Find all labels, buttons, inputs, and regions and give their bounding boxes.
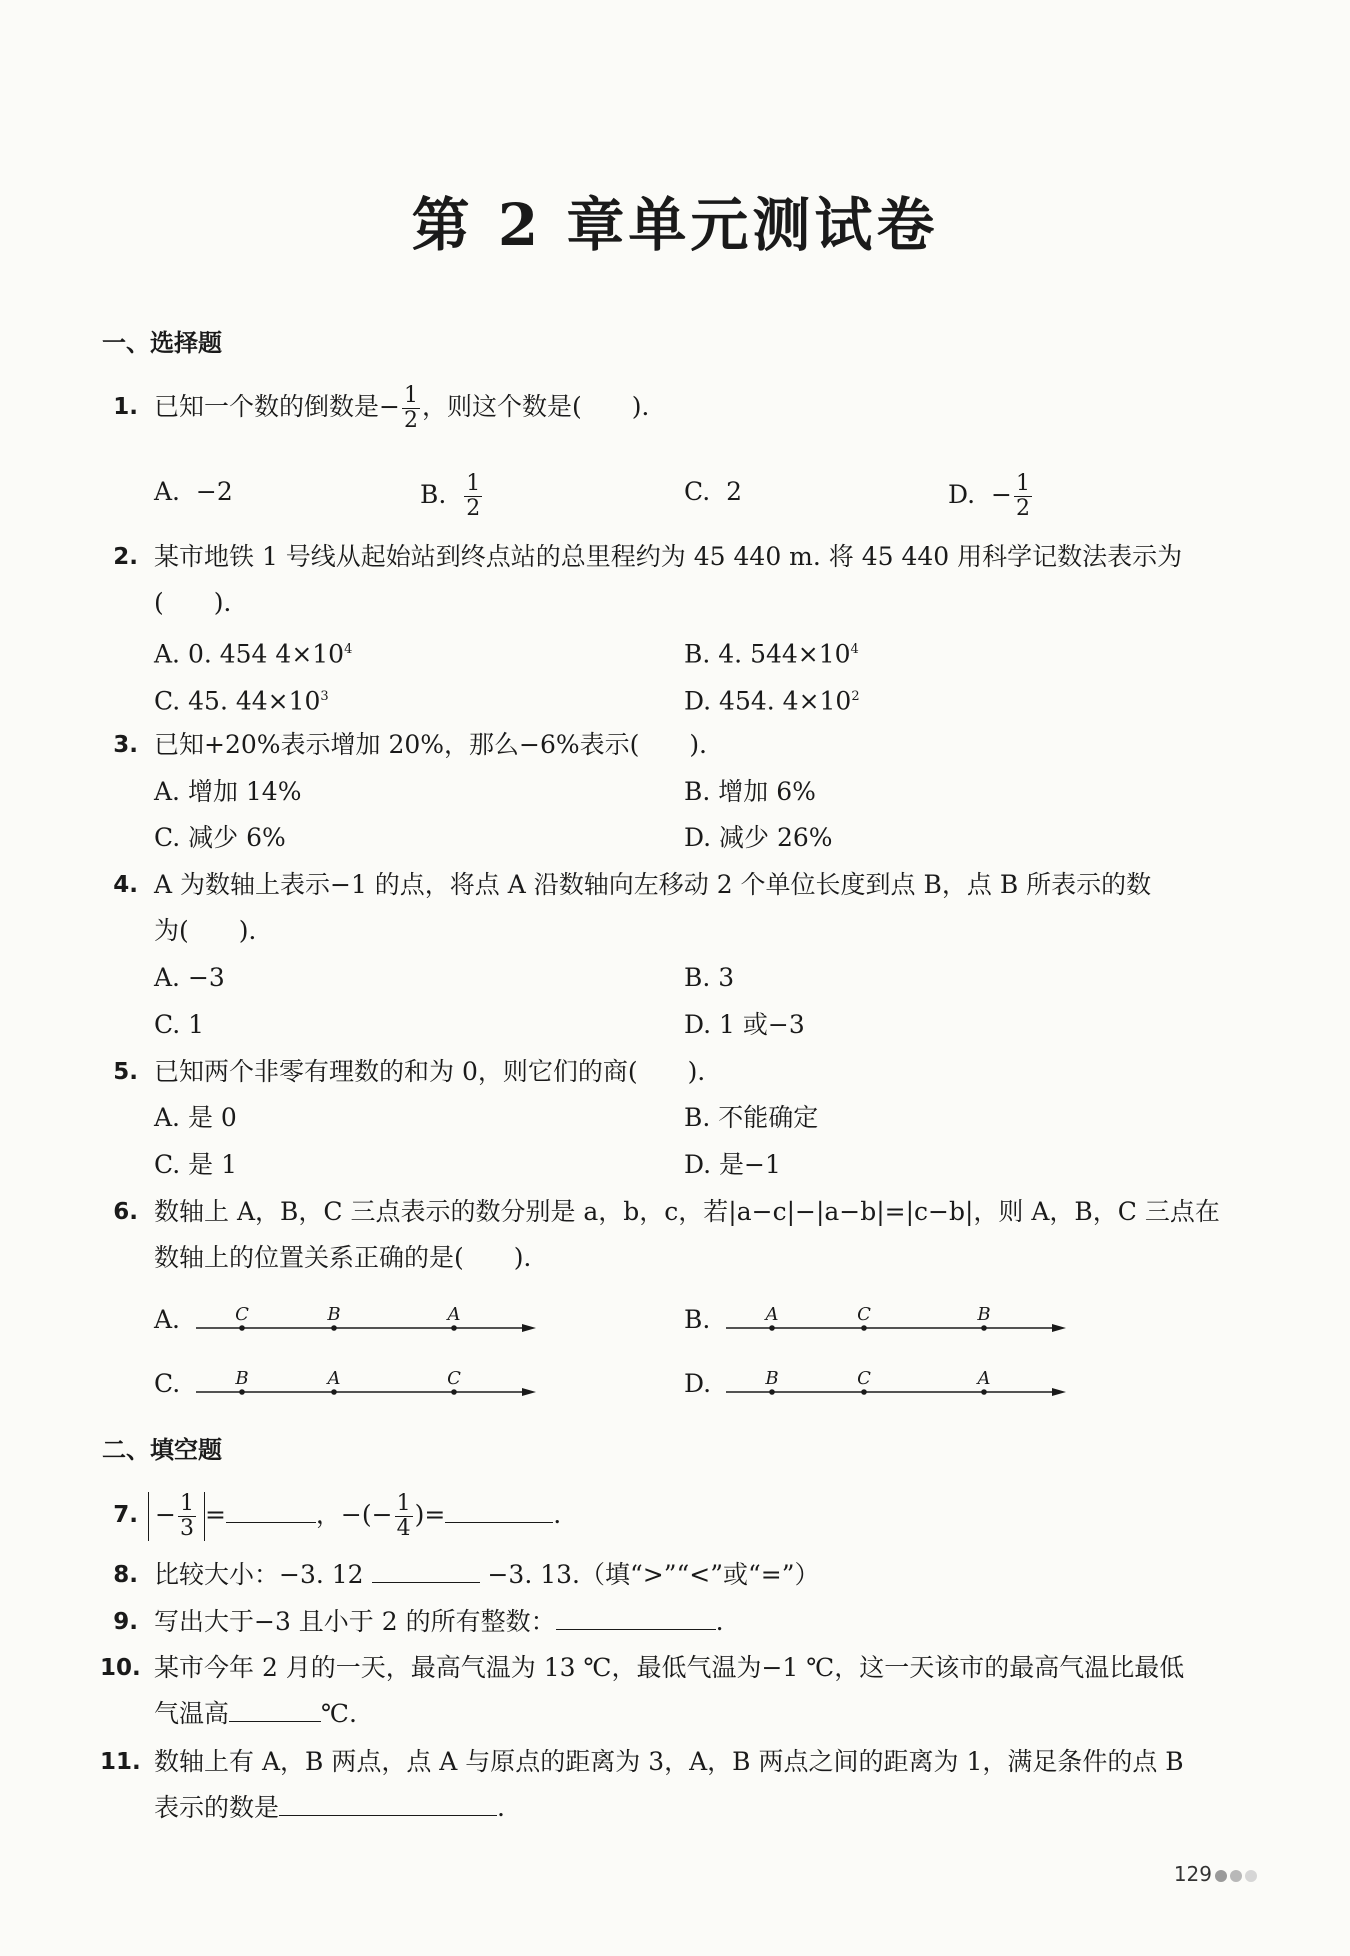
q3-option-c: C. 减少 6% [154, 823, 286, 852]
question-number: 9. [113, 1609, 138, 1635]
question-9 [100, 1599, 1240, 1645]
question-10 [100, 1645, 1240, 1737]
q5-option-c: C. 是 1 [154, 1150, 237, 1179]
question-number: 2. [113, 544, 138, 570]
point-label-C: C [857, 1368, 871, 1389]
point-C [239, 1325, 245, 1331]
point-label-C: C [857, 1304, 871, 1325]
q3-option-d: D. 减少 26% [684, 823, 833, 852]
point-label-B: B [765, 1368, 779, 1389]
question-text: 已知+20%表示增加 20%，那么−6%表示( )． [154, 730, 725, 759]
fraction: $\frac{1}{2}$ [403, 383, 418, 433]
question-text: 某市今年 2 月的一天，最高气温为 13 ℃，最低气温为−1 ℃，这一天该市的最高气温比最低 气温高 ℃. [154, 1653, 1185, 1728]
point-label-A: A [447, 1304, 461, 1325]
point-label-A: A [765, 1304, 779, 1325]
question-text: − $\frac{1}{3}$ = ，−(− $\frac{1}{4}$ )= . [148, 1490, 1240, 1541]
point-A [451, 1325, 457, 1331]
q5-option-d: D. 是−1 [684, 1150, 781, 1179]
page-title: 第 2 章单元测试卷 [411, 191, 939, 259]
question-1 [100, 384, 1240, 433]
question-number: 11. [100, 1749, 141, 1775]
q6-option-b-number-line [722, 1300, 1072, 1340]
question-text: 写出大于−3 且小于 2 的所有整数： . [154, 1607, 724, 1636]
q6-option-c-number-line [192, 1364, 542, 1404]
question-text: 已知两个非零有理数的和为 0，则它们的商( )． [154, 1057, 723, 1086]
point-label-A: A [977, 1368, 991, 1389]
point-C [861, 1389, 867, 1395]
q2-option-c: C. 45. $44\times 10^3$ [154, 686, 329, 716]
point-label-B: B [977, 1304, 991, 1325]
question-number: 1. [113, 394, 138, 420]
question-text: 数轴上有 A，B 两点，点 A 与原点的距离为 3，A，B 两点之间的距离为 1，满足条件的点 B 表示的数是 . [154, 1747, 1184, 1822]
arrow-icon [1052, 1388, 1066, 1396]
point-label-A: A [327, 1368, 341, 1389]
question-text-part: 已知一个数的倒数是− [154, 392, 400, 421]
absolute-value: − $\frac{1}{3}$ [148, 1492, 205, 1541]
answer-blank[interactable] [556, 1607, 716, 1630]
point-B [769, 1389, 775, 1395]
q1-option-d: D. − $\frac{1}{2}$ [948, 471, 1030, 521]
answer-blank[interactable] [226, 1500, 316, 1523]
q2-option-b: B. 4. $544\times 10^4$ [684, 639, 859, 669]
answer-blank[interactable] [229, 1699, 321, 1722]
q6-option-d-number-line [722, 1364, 1072, 1404]
point-C [861, 1325, 867, 1331]
dot-icon [1245, 1870, 1257, 1882]
point-label-B: B [327, 1304, 341, 1325]
question-text: A 为数轴上表示−1 的点，将点 A 沿数轴向左移动 2 个单位长度到点 B，点 B 所表示的数 为( )． [154, 870, 1152, 945]
q1-option-b: B. $\frac{1}{2}$ [420, 471, 481, 521]
page-footer [1174, 1862, 1257, 1886]
question-number: 3. [113, 732, 138, 758]
q1-option-a: A. −2 [154, 477, 233, 506]
question-text: 比较大小：−3. 12 −3. 13.（填“>”“<”或“=”） [154, 1560, 820, 1589]
question-number: 6. [113, 1199, 138, 1225]
point-A [981, 1389, 987, 1395]
q1-option-c: C. 2 [684, 477, 742, 506]
point-label-B: B [235, 1368, 249, 1389]
question-number: 5. [113, 1059, 138, 1085]
answer-blank[interactable] [279, 1793, 497, 1816]
q4-option-b: B. 3 [684, 963, 735, 992]
answer-blank[interactable] [445, 1500, 553, 1523]
page-number: 129 [1173, 1862, 1212, 1886]
q6-option-b-label: B. [684, 1305, 711, 1334]
question-number: 8. [113, 1562, 138, 1588]
section-fill-heading: 二、填空题 [102, 1436, 222, 1464]
q6-option-c-label: C. [154, 1369, 181, 1398]
arrow-icon [1052, 1324, 1066, 1332]
q2-option-a: A. 0. 454 $4\times 10^4$ [154, 639, 353, 669]
point-C [451, 1389, 457, 1395]
q4-option-c: C. 1 [154, 1010, 205, 1039]
point-B [331, 1325, 337, 1331]
point-label-C: C [235, 1304, 249, 1325]
question-11 [100, 1739, 1240, 1831]
q4-option-d: D. 1 或−3 [684, 1010, 805, 1039]
q4-option-a: A. −3 [154, 963, 225, 992]
arrow-icon [522, 1324, 536, 1332]
q2-option-d: D. 454. $4\times 10^2$ [684, 686, 860, 716]
question-5 [100, 1049, 1240, 1095]
question-number: 10. [100, 1655, 141, 1681]
q6-option-d-label: D. [684, 1369, 712, 1398]
point-A [331, 1389, 337, 1395]
question-number: 7. [113, 1502, 138, 1528]
arrow-icon [522, 1388, 536, 1396]
q5-option-a: A. 是 0 [154, 1103, 237, 1132]
page-dots [1212, 1862, 1257, 1886]
question-8 [100, 1552, 1240, 1598]
point-B [239, 1389, 245, 1395]
q3-option-a: A. 增加 14% [154, 777, 302, 806]
question-text: 某市地铁 1 号线从起始站到终点站的总里程约为 45 440 m. 将 45 440 用科学记数法表示为 ( )． [154, 542, 1183, 617]
answer-blank[interactable] [372, 1560, 480, 1583]
q6-option-a-number-line [192, 1300, 542, 1340]
q6-option-a-label: A. [154, 1305, 181, 1334]
question-number: 4. [113, 872, 138, 898]
question-text: 数轴上 A，B，C 三点表示的数分别是 a，b，c，若|a−c|−|a−b|=|c−b|，则 A，B，C 三点在 数轴上的位置关系正确的是( )． [154, 1197, 1220, 1272]
question-2 [100, 534, 1240, 626]
question-7 [100, 1490, 1240, 1541]
point-B [981, 1325, 987, 1331]
point-label-C: C [447, 1368, 461, 1389]
dot-icon [1230, 1870, 1242, 1882]
q3-option-b: B. 增加 6% [684, 777, 816, 806]
question-3 [100, 722, 1240, 768]
point-A [769, 1325, 775, 1331]
q5-option-b: B. 不能确定 [684, 1103, 819, 1132]
question-text [154, 384, 1240, 433]
section-choice-heading: 一、选择题 [102, 329, 222, 357]
question-4 [100, 862, 1240, 954]
question-6 [100, 1189, 1240, 1281]
question-text-part: ，则这个数是( )． [421, 392, 667, 421]
dot-icon [1215, 1870, 1227, 1882]
